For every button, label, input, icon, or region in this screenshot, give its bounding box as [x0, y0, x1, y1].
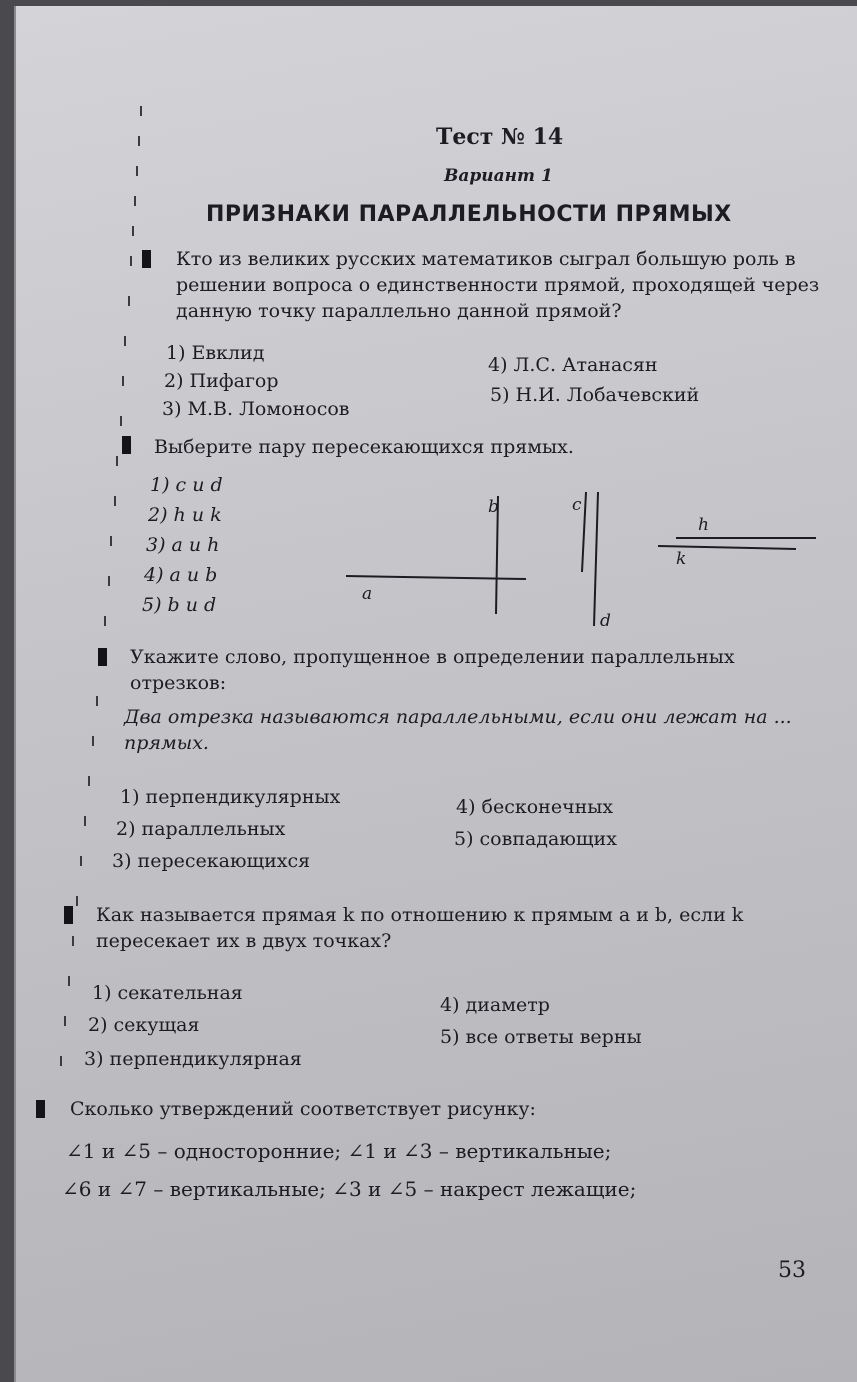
label-d: d	[600, 611, 611, 631]
label-c: c	[572, 495, 582, 515]
page-title: ПРИЗНАКИ ПАРАЛЛЕЛЬНОСТИ ПРЯМЫХ	[206, 202, 732, 227]
q4-option-1: 1) секательная	[92, 982, 243, 1004]
question-3-definition: Два отрезка называются параллельными, если они лежат на ... прямых.	[124, 706, 792, 754]
question-5-text: Сколько утверждений соответствует рисунку:	[70, 1098, 536, 1120]
question-marker	[142, 250, 151, 268]
q4-option-4: 4) диаметр	[440, 994, 550, 1016]
variant-label: Вариант 1	[444, 166, 553, 186]
q3-option-4: 4) бесконечных	[456, 796, 614, 818]
label-k: k	[676, 549, 687, 569]
label-b: b	[488, 497, 499, 517]
q2-option-2: 2) h и k	[148, 504, 222, 526]
question-3-text: Укажите слово, пропущенное в определении параллельных отрезков:	[130, 646, 735, 694]
q3-option-1: 1) перпендикулярных	[120, 786, 341, 808]
question-5-statements-1: ∠1 и ∠5 – односторонние; ∠1 и ∠3 – вертикальные;	[66, 1139, 612, 1163]
q2-option-5: 5) b и d	[142, 594, 217, 616]
q2-option-3: 3) a и h	[146, 534, 220, 556]
question-5-statements-2: ∠6 и ∠7 – вертикальные; ∠3 и ∠5 – накрест лежащие;	[62, 1177, 637, 1201]
q2-option-1: 1) c и d	[150, 474, 223, 496]
label-a: a	[362, 584, 373, 604]
q1-option-5: 5) Н.И. Лобачевский	[490, 384, 700, 406]
q1-option-2: 2) Пифагор	[164, 370, 279, 392]
q4-option-3: 3) перпендикулярная	[84, 1048, 302, 1070]
q4-option-2: 2) секущая	[88, 1014, 200, 1036]
q3-option-5: 5) совпадающих	[454, 828, 617, 850]
book-page	[14, 6, 857, 1382]
question-marker	[122, 436, 131, 454]
question-1-text: Кто из великих русских математиков сыграл большую роль в решении вопроса о единственности прямой, проходящей через данную точку параллельно данной прямой?	[176, 248, 820, 322]
q2-option-4: 4) a и b	[144, 564, 218, 586]
lines-figure	[336, 486, 826, 636]
question-4-text: Как называется прямая k по отношению к прямым a и b, если k пересекает их в двух точках?	[96, 904, 744, 952]
question-2-text: Выберите пару пересекающихся прямых.	[154, 436, 574, 458]
label-h: h	[698, 515, 709, 535]
q3-option-3: 3) пересекающихся	[112, 850, 311, 872]
line-d	[594, 492, 598, 626]
question-marker	[36, 1100, 45, 1118]
page-number: 53	[778, 1258, 806, 1283]
q3-option-2: 2) параллельных	[116, 818, 286, 840]
test-title: Тест № 14	[436, 124, 564, 150]
question-marker	[64, 906, 73, 924]
line-a	[346, 576, 526, 579]
q4-option-5: 5) все ответы верны	[440, 1026, 642, 1048]
q1-option-1: 1) Евклид	[166, 342, 265, 364]
line-c	[582, 492, 586, 572]
q1-option-4: 4) Л.С. Атанасян	[488, 354, 658, 376]
question-marker	[98, 648, 107, 666]
q1-option-3: 3) М.В. Ломоносов	[162, 398, 350, 420]
